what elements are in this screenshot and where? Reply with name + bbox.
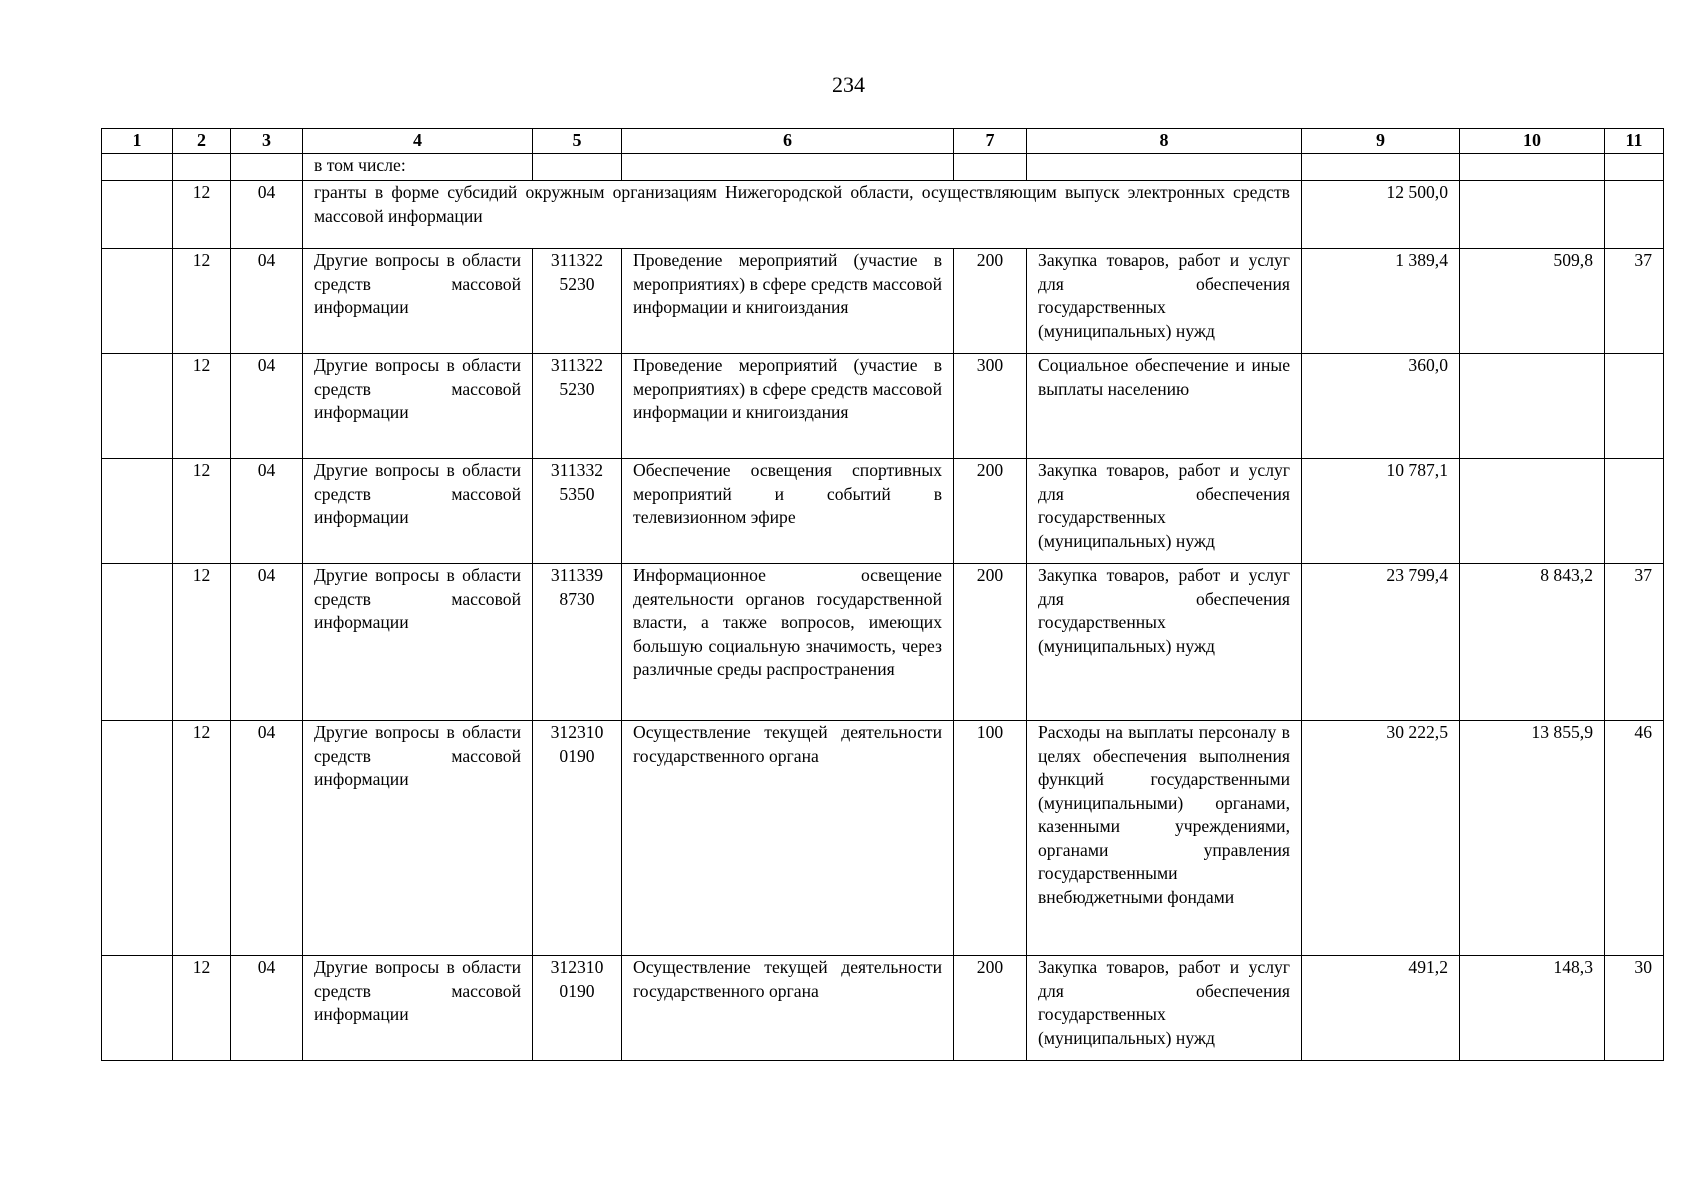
amount-col9: 23 799,4 [1302,564,1460,721]
target-article-code [533,249,622,354]
section-name: Другие вопросы в области средств массовой информации [303,459,533,564]
cell [102,181,173,249]
subsection-code: 04 [231,249,303,354]
cell [954,154,1027,181]
amount-col9: 1 389,4 [1302,249,1460,354]
section-code: 12 [173,721,231,956]
expense-type-code: 100 [954,721,1027,956]
expense-type-code: 200 [954,956,1027,1061]
target-article-code [533,354,622,459]
column-header-6: 6 [622,129,954,154]
code-part: 311322 [550,355,604,375]
amount-col9: 30 222,5 [1302,721,1460,956]
section-code: 12 [173,956,231,1061]
amount-col9: 10 787,1 [1302,459,1460,564]
subsection-code: 04 [231,564,303,721]
cell [1605,154,1664,181]
grant-row [102,181,1664,249]
column-header-11: 11 [1605,129,1664,154]
amount-col10: 148,3 [1460,956,1605,1061]
expense-type-name: Закупка товаров, работ и услуг для обеспечения государственных (муниципальных) нужд [1027,564,1302,721]
column-header-7: 7 [954,129,1027,154]
subsection-code: 04 [231,354,303,459]
intro-row [102,154,1664,181]
cell [173,154,231,181]
expense-type-code: 200 [954,564,1027,721]
cell [231,154,303,181]
subsection-code: 04 [231,181,303,249]
cell [1027,154,1302,181]
code-part: 0190 [559,745,595,766]
column-header-3: 3 [231,129,303,154]
code-part: 5230 [559,378,595,399]
event-name: Информационное освещение деятельности органов государственной власти, а также вопросов, имеющих большую социальную значимость, через различные среды распространения [622,564,954,721]
column-header-10: 10 [1460,129,1605,154]
section-name: Другие вопросы в области средств массовой информации [303,249,533,354]
cell [102,249,173,354]
amount-col9: 12 500,0 [1302,181,1460,249]
code-part: 5350 [559,483,595,504]
amount-col10: 509,8 [1460,249,1605,354]
code-part: 0190 [559,980,595,1001]
amount-col10: 13 855,9 [1460,721,1605,956]
cell [1460,154,1605,181]
event-name: Проведение мероприятий (участие в мероприятиях) в сфере средств массовой информации и книгоиздания [622,354,954,459]
section-code: 12 [173,459,231,564]
column-header-2: 2 [173,129,231,154]
target-article-code [533,721,622,956]
code-part: 311339 [550,565,604,585]
amount-col10 [1460,459,1605,564]
expense-type-name: Закупка товаров, работ и услуг для обеспечения государственных (муниципальных) нужд [1027,459,1302,564]
amount-col10 [1460,354,1605,459]
expense-type-code: 200 [954,459,1027,564]
section-name: Другие вопросы в области средств массовой информации [303,721,533,956]
value-col11 [1605,354,1664,459]
target-article-code [533,564,622,721]
code-part: 312310 [550,722,604,742]
table-row [102,564,1664,721]
column-header-5: 5 [533,129,622,154]
event-name: Проведение мероприятий (участие в мероприятиях) в сфере средств массовой информации и книгоиздания [622,249,954,354]
amount-col9: 360,0 [1302,354,1460,459]
value-col11: 46 [1605,721,1664,956]
expense-type-name: Расходы на выплаты персоналу в целях обеспечения выполнения функций государственными (муниципальными) органами, казенными учреждениями, органами управления государственными внебюджетными фондами [1027,721,1302,956]
cell [102,354,173,459]
cell [102,154,173,181]
table-row [102,956,1664,1061]
cell [533,154,622,181]
expense-type-name: Закупка товаров, работ и услуг для обеспечения государственных (муниципальных) нужд [1027,956,1302,1061]
expense-type-code: 300 [954,354,1027,459]
table-row [102,354,1664,459]
subsection-code: 04 [231,721,303,956]
intro-label: в том числе: [303,154,533,181]
target-article-code [533,956,622,1061]
code-part: 8730 [559,588,595,609]
event-name: Осуществление текущей деятельности государственного органа [622,721,954,956]
code-part: 311322 [550,250,604,270]
column-header-4: 4 [303,129,533,154]
table-row [102,459,1664,564]
cell [102,956,173,1061]
value-col11: 37 [1605,249,1664,354]
event-name: Обеспечение освещения спортивных мероприятий и событий в телевизионном эфире [622,459,954,564]
grant-description: гранты в форме субсидий окружным организациям Нижегородской области, осуществляющим выпуск электронных средств массовой информации [303,181,1302,249]
target-article-code [533,459,622,564]
expense-type-code: 200 [954,249,1027,354]
amount-col10 [1460,181,1605,249]
section-code: 12 [173,354,231,459]
section-code: 12 [173,564,231,721]
column-header-9: 9 [1302,129,1460,154]
subsection-code: 04 [231,459,303,564]
value-col11 [1605,459,1664,564]
cell [102,459,173,564]
section-name: Другие вопросы в области средств массовой информации [303,564,533,721]
budget-table [101,128,1664,1061]
value-col11: 30 [1605,956,1664,1061]
cell [102,721,173,956]
amount-col10: 8 843,2 [1460,564,1605,721]
cell [622,154,954,181]
section-code: 12 [173,249,231,354]
header-row [102,129,1664,154]
cell [1302,154,1460,181]
column-header-1: 1 [102,129,173,154]
event-name: Осуществление текущей деятельности государственного органа [622,956,954,1061]
section-name: Другие вопросы в области средств массовой информации [303,956,533,1061]
cell [102,564,173,721]
section-code: 12 [173,181,231,249]
code-part: 312310 [550,957,604,977]
code-part: 5230 [559,273,595,294]
value-col11 [1605,181,1664,249]
table-row [102,721,1664,956]
column-header-8: 8 [1027,129,1302,154]
code-part: 311332 [550,460,604,480]
section-name: Другие вопросы в области средств массовой информации [303,354,533,459]
page-number: 234 [832,72,865,97]
amount-col9: 491,2 [1302,956,1460,1061]
value-col11: 37 [1605,564,1664,721]
table-row [102,249,1664,354]
expense-type-name: Закупка товаров, работ и услуг для обеспечения государственных (муниципальных) нужд [1027,249,1302,354]
subsection-code: 04 [231,956,303,1061]
expense-type-name: Социальное обеспечение и иные выплаты населению [1027,354,1302,459]
